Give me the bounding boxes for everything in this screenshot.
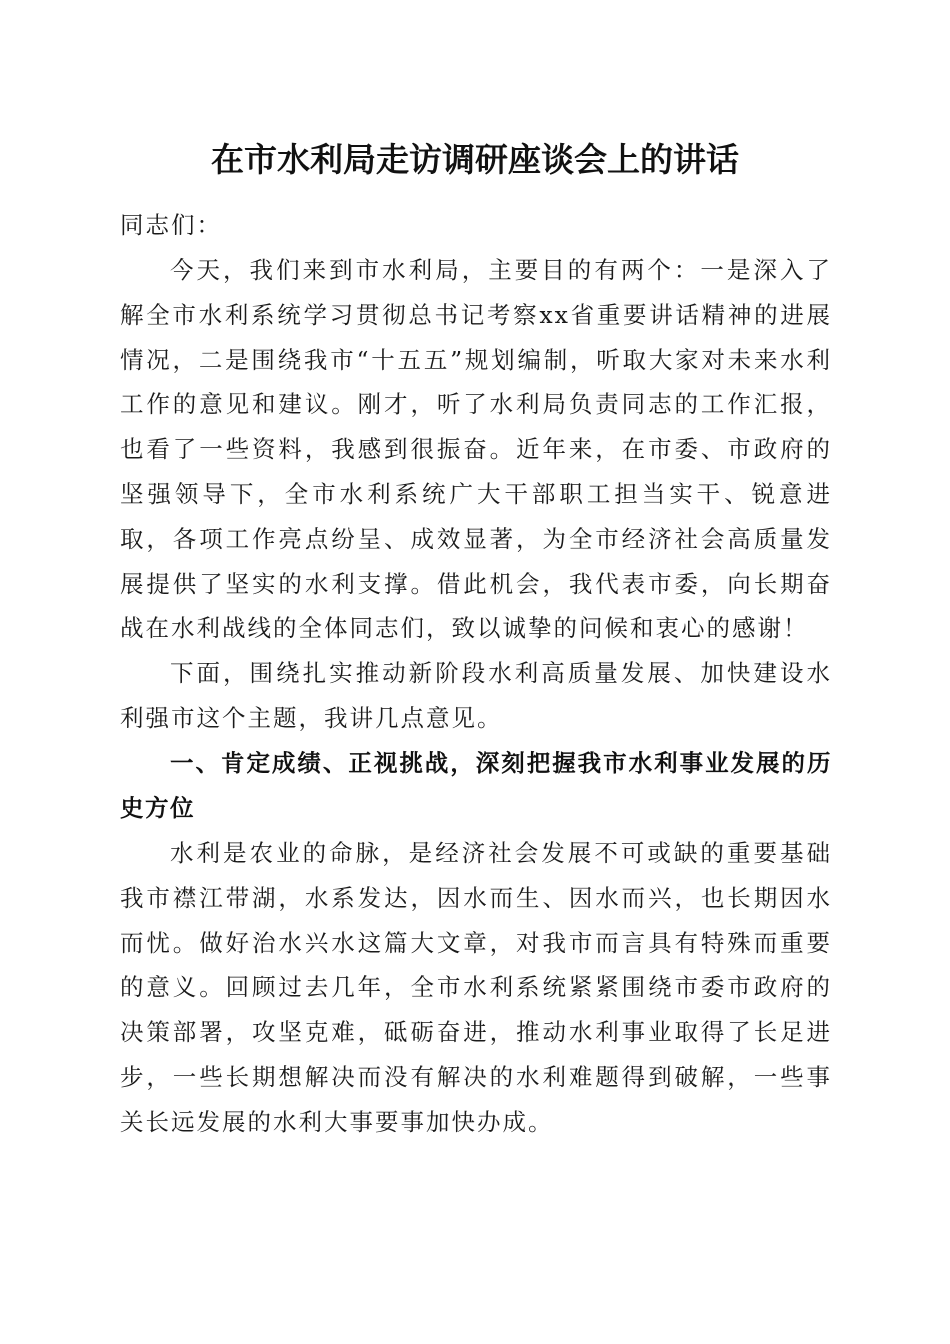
section-heading-1: 一、肯定成绩、正视挑战，深刻把握我市水利事业发展的历史方位 — [120, 749, 832, 822]
paragraph-topic: 下面，围绕扎实推动新阶段水利高质量发展、加快建设水利强市这个主题，我讲几点意见。 — [120, 659, 832, 732]
paragraph-section-1: 水利是农业的命脉，是经济社会发展不可或缺的重要基础我市襟江带湖，水系发达，因水而生、因水而兴，也长期因水而忧。做好治水兴水这篇大文章，对我市而言具有特殊而重要的意义。回顾过去几年，全市水利系统紧紧围绕市委市政府的决策部署，攻坚克难，砥砺奋进，推动水利事业取得了长足进步，一些长期想解决而没有解决的水利难题得到破解，一些事关长远发展的水利大事要事加快办成。 — [120, 839, 832, 1136]
paragraph-intro: 今天，我们来到市水利局，主要目的有两个：一是深入了解全市水利系统学习贯彻总书记考察xx省重要讲话精神的进展情况，二是围绕我市“十五五”规划编制，听取大家对未来水利工作的意见和建议。刚才，听了水利局负责同志的工作汇报，也看了一些资料，我感到很振奋。近年来，在市委、市政府的坚强领导下，全市水利系统广大干部职工担当实干、锐意进取，各项工作亮点纷呈、成效显著，为全市经济社会高质量发展提供了坚实的水利支撑。借此机会，我代表市委，向长期奋战在水利战线的全体同志们，致以诚挚的问候和衷心的感谢！ — [120, 256, 832, 643]
salutation: 同志们： — [120, 211, 222, 239]
document-title: 在市水利局走访调研座谈会上的讲话 — [211, 140, 739, 179]
